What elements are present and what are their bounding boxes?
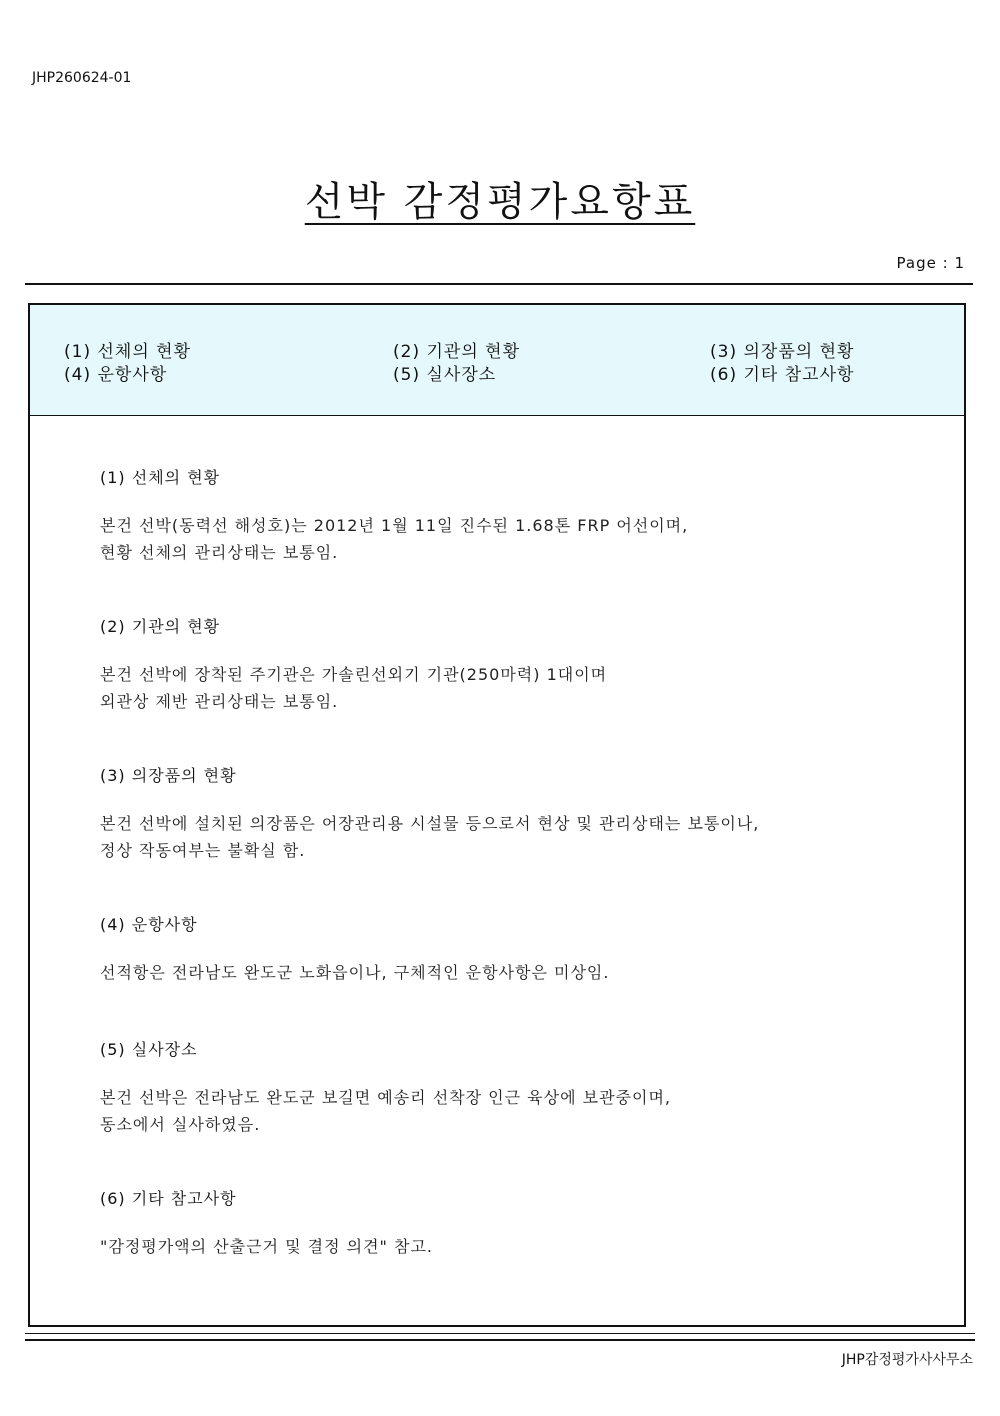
section-line: 본건 선박에 설치된 의장품은 어장관리용 시설물 등으로서 현상 및 관리상태는 보통이나,: [100, 814, 760, 833]
section-heading-inspection-site: (5) 실사장소: [100, 1040, 198, 1059]
content-frame: [28, 303, 966, 1327]
section-line: "감정평가액의 산출근거 및 결정 의견" 참고.: [100, 1237, 433, 1256]
footer-office-name: JHP감정평가사사무소: [841, 1352, 973, 1368]
section-body-equipment: [100, 810, 759, 864]
section-body-other-notes: [100, 1233, 433, 1260]
section-line: 외관상 제반 관리상태는 보통임.: [100, 692, 339, 711]
toc-item-engine: (2) 기관의 현황: [393, 342, 520, 362]
document-id: JHP260624-01: [32, 70, 132, 86]
section-body-operation: [100, 959, 609, 986]
footer-divider-thick: [25, 1339, 975, 1341]
section-body-engine: [100, 661, 607, 715]
section-body-hull: [100, 512, 688, 566]
section-line: 정상 작동여부는 불확실 함.: [100, 841, 306, 860]
section-heading-other-notes: (6) 기타 참고사항: [100, 1189, 237, 1208]
section-heading-engine: (2) 기관의 현황: [100, 617, 221, 636]
header-divider: [25, 283, 973, 285]
toc-item-equipment: (3) 의장품의 현황: [710, 342, 855, 362]
section-heading-equipment: (3) 의장품의 현황: [100, 766, 237, 785]
page-number: Page : 1: [896, 254, 965, 272]
section-line: 동소에서 실사하였음.: [100, 1115, 261, 1134]
section-heading-hull: (1) 선체의 현황: [100, 468, 221, 487]
section-line: 본건 선박(동력선 해성호)는 2012년 1월 11일 진수된 1.68톤 FRP 어선이며,: [100, 516, 689, 535]
page-title-text: 선박 감정평가요항표: [304, 179, 696, 225]
toc-item-other-notes: (6) 기타 참고사항: [710, 365, 855, 385]
toc-item-hull: (1) 선체의 현황: [64, 342, 191, 362]
toc-item-operation: (4) 운항사항: [64, 365, 168, 385]
section-line: 현황 선체의 관리상태는 보통임.: [100, 543, 339, 562]
table-of-contents: [30, 305, 964, 416]
section-line: 본건 선박에 장착된 주기관은 가솔린선외기 기관(250마력) 1대이며: [100, 665, 608, 684]
page-title: [0, 170, 1000, 227]
toc-item-inspection-site: (5) 실사장소: [393, 365, 497, 385]
section-heading-operation: (4) 운항사항: [100, 915, 198, 934]
section-line: 선적항은 전라남도 완도군 노화읍이나, 구체적인 운항사항은 미상임.: [100, 963, 610, 982]
footer-divider-thin: [25, 1333, 975, 1334]
section-body-inspection-site: [100, 1084, 671, 1138]
section-line: 본건 선박은 전라남도 완도군 보길면 예송리 선착장 인근 육상에 보관중이며,: [100, 1088, 671, 1107]
